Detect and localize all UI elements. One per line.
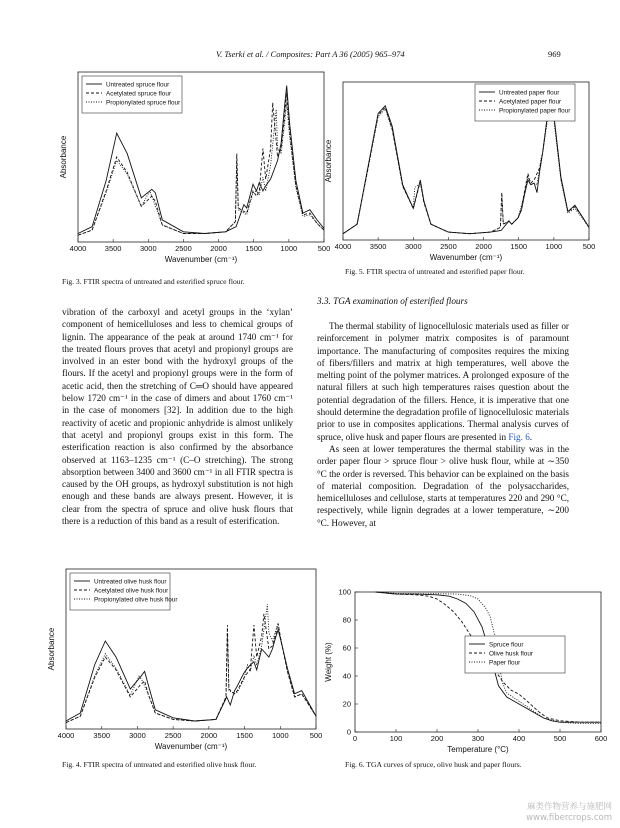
legend-label: Propionylated olive husk flour bbox=[94, 596, 178, 604]
legend-label: Paper flour bbox=[489, 659, 521, 667]
watermark-line-2: www.fibercrops.com bbox=[526, 813, 612, 823]
x-tick-label: 1000 bbox=[271, 731, 289, 740]
figure-6-chart bbox=[315, 584, 608, 759]
y-tick-label: 80 bbox=[342, 615, 351, 625]
left-paragraph: vibration of the carboxyl and acetyl groups in the ‘xylan’ component of hemicelluloses and less to chemical groups of lignin. The appearance of the peak at around 1740 cm⁻¹ for the treated flours proves that acetyl and propionyl groups are involved in an ester bond with the hydroxyl groups of the flours. If the acetyl and propionyl groups were in the form of acetic acid, then the stretching of C═O should have appeared below 1720 cm⁻¹ in the case of dimers and about 1760 cm⁻¹ in the case of monomers [32]. In addition due to the high reactivity of acetic and propionic anhydride is almost unlikely that acetyl and propionyl groups exist in this form. The esterification reaction is also confirmed by the absorbance observed at 1163–1235 cm⁻¹ (C–O stretching). The strong absorption between 3400 and 3600 cm⁻¹ in all FTIR spectra is caused by the OH groups, as hydroxyl substitution is not high enough and these bands are always present. However, it is clear from the spectra of spruce and olive husk flours that there is a reduction of this band as a result of esterification. bbox=[62, 307, 293, 527]
figure-4-caption: Fig. 4. FTIR spectra of untreated and esterified olive husk flour. bbox=[62, 760, 257, 769]
x-tick-label: 600 bbox=[594, 734, 608, 743]
x-tick-label: 400 bbox=[512, 734, 526, 743]
x-tick-label: 300 bbox=[471, 734, 485, 743]
left-column-text bbox=[62, 306, 293, 527]
chart-legend bbox=[465, 636, 565, 673]
chart-legend bbox=[475, 84, 575, 121]
y-tick-label: 20 bbox=[342, 699, 351, 709]
legend-label: Olive husk flour bbox=[489, 650, 534, 658]
fig5-svg bbox=[315, 80, 596, 270]
figure-4-chart bbox=[38, 567, 323, 757]
x-tick-label: 500 bbox=[317, 244, 331, 253]
x-tick-label: 500 bbox=[553, 734, 567, 743]
y-axis-label: Weight (%) bbox=[324, 642, 333, 682]
x-tick-label: 3500 bbox=[104, 244, 122, 253]
fig6-reference-link[interactable]: Fig. 6 bbox=[508, 431, 530, 442]
figure-3-caption: Fig. 3. FTIR spectra of untreated and esterified spruce flour. bbox=[62, 277, 245, 286]
y-tick-label: 100 bbox=[338, 587, 351, 597]
legend-label: Propionylated paper flour bbox=[499, 107, 571, 115]
legend-label: Untreated olive husk flour bbox=[94, 578, 167, 586]
y-axis-label: Absorbance bbox=[324, 139, 333, 183]
x-tick-label: 2500 bbox=[164, 731, 182, 740]
right-paragraph-2: As seen at lower temperatures the thermal stability was in the order paper flour > spruce flour > olive husk flour, while at ∼350 °C the order is reversed. This behavior can be explained on the basis of material composition. Degradation of the polysaccharides, hemicelluloses and cellulose, starts at temperatures 220 and 290 °C, respectively, while lignin degrades at a lower temperature, ∼200 °C. However, at bbox=[317, 443, 569, 528]
section-heading: 3.3. TGA examination of esterified flours bbox=[317, 296, 468, 306]
x-axis-label: Wavenumber (cm⁻¹) bbox=[429, 253, 503, 262]
x-tick-label: 100 bbox=[389, 734, 403, 743]
chart-legend bbox=[82, 76, 182, 113]
watermark-line-1: 麻类作物营养与施肥网 bbox=[526, 802, 612, 812]
right-column-text bbox=[317, 320, 569, 529]
x-tick-label: 1000 bbox=[280, 244, 298, 253]
x-tick-label: 1500 bbox=[236, 731, 253, 740]
series-line-2 bbox=[78, 92, 324, 235]
right-paragraph-1-text: The thermal stability of lignocellulosic materials used as filler or reinforcement in polymer matrix composites is of paramount importance. The manufacturing of composites requires the mixing of fibers/fillers and matrix at high temperatures, well above the melting point of the polymer matrices. A prolonged exposure of the natural fillers at such high temperatures raises question about the potential degradation of the fillers. Hence, it is imperative that one should determine the degradation profile of lignocellulosic materials prior to use in composites applications. Thermal analysis curves of spruce, olive husk and paper flours are presented in bbox=[317, 321, 569, 442]
x-tick-label: 3500 bbox=[369, 242, 387, 251]
series-line-3 bbox=[78, 103, 324, 236]
x-tick-label: 0 bbox=[352, 734, 358, 743]
fig3-svg bbox=[40, 70, 331, 270]
x-tick-label: 2000 bbox=[475, 242, 492, 251]
x-tick-label: 3000 bbox=[404, 242, 422, 251]
x-tick-label: 200 bbox=[430, 734, 444, 743]
x-tick-label: 4000 bbox=[69, 244, 87, 253]
fig6-svg bbox=[315, 584, 608, 759]
right-paragraph-1-end: . bbox=[529, 431, 533, 442]
legend-label: Untreated paper flour bbox=[499, 89, 560, 97]
legend-label: Spruce flour bbox=[489, 641, 524, 649]
x-axis-label: Wavenumber (cm⁻¹) bbox=[154, 742, 228, 751]
figure-3-chart bbox=[40, 70, 331, 270]
watermark bbox=[526, 802, 612, 824]
x-tick-label: 2000 bbox=[210, 244, 227, 253]
chart-legend bbox=[70, 573, 178, 610]
x-tick-label: 1000 bbox=[545, 242, 563, 251]
y-axis-label: Absorbance bbox=[47, 627, 56, 671]
x-tick-label: 1500 bbox=[245, 244, 263, 253]
y-tick-label: 60 bbox=[342, 643, 351, 653]
y-tick-label: 0 bbox=[346, 727, 351, 737]
fig4-svg bbox=[38, 567, 323, 757]
x-tick-label: 2500 bbox=[440, 242, 457, 251]
figure-6-caption: Fig. 6. TGA curves of spruce, olive husk and paper flours. bbox=[345, 760, 522, 769]
running-header bbox=[0, 49, 620, 63]
x-axis-label: Temperature (°C) bbox=[447, 745, 509, 754]
x-tick-label: 2500 bbox=[175, 244, 192, 253]
x-tick-label: 500 bbox=[582, 242, 596, 251]
right-paragraph-1 bbox=[317, 320, 569, 443]
y-tick-label: 40 bbox=[342, 671, 351, 681]
legend-label: Untreated spruce flour bbox=[106, 81, 170, 89]
page-number: 969 bbox=[548, 49, 561, 59]
x-tick-label: 4000 bbox=[57, 731, 75, 740]
legend-label: Acetylated spruce flour bbox=[106, 90, 172, 98]
x-tick-label: 500 bbox=[309, 731, 323, 740]
x-tick-label: 1500 bbox=[510, 242, 528, 251]
legend-label: Acetylated paper flour bbox=[499, 98, 562, 106]
x-tick-label: 3500 bbox=[93, 731, 111, 740]
series-line-3 bbox=[66, 604, 316, 722]
figure-5-caption: Fig. 5. FTIR spectra of untreated and esterified paper flour. bbox=[345, 267, 525, 276]
legend-label: Propionylated spruce flour bbox=[106, 99, 181, 107]
x-tick-label: 4000 bbox=[334, 242, 352, 251]
y-axis-label: Absorbance bbox=[59, 135, 68, 179]
x-tick-label: 3000 bbox=[129, 731, 146, 740]
x-axis-label: Wavenumber (cm⁻¹) bbox=[164, 255, 238, 264]
x-tick-label: 3000 bbox=[139, 244, 157, 253]
legend-label: Acetylated olive husk flour bbox=[94, 587, 169, 595]
figure-5-chart bbox=[315, 80, 596, 270]
series-line-1 bbox=[66, 630, 316, 721]
x-tick-label: 2000 bbox=[200, 731, 218, 740]
running-title: V. Tserki et al. / Composites: Part A 36 (2005) 965–974 bbox=[216, 49, 405, 59]
